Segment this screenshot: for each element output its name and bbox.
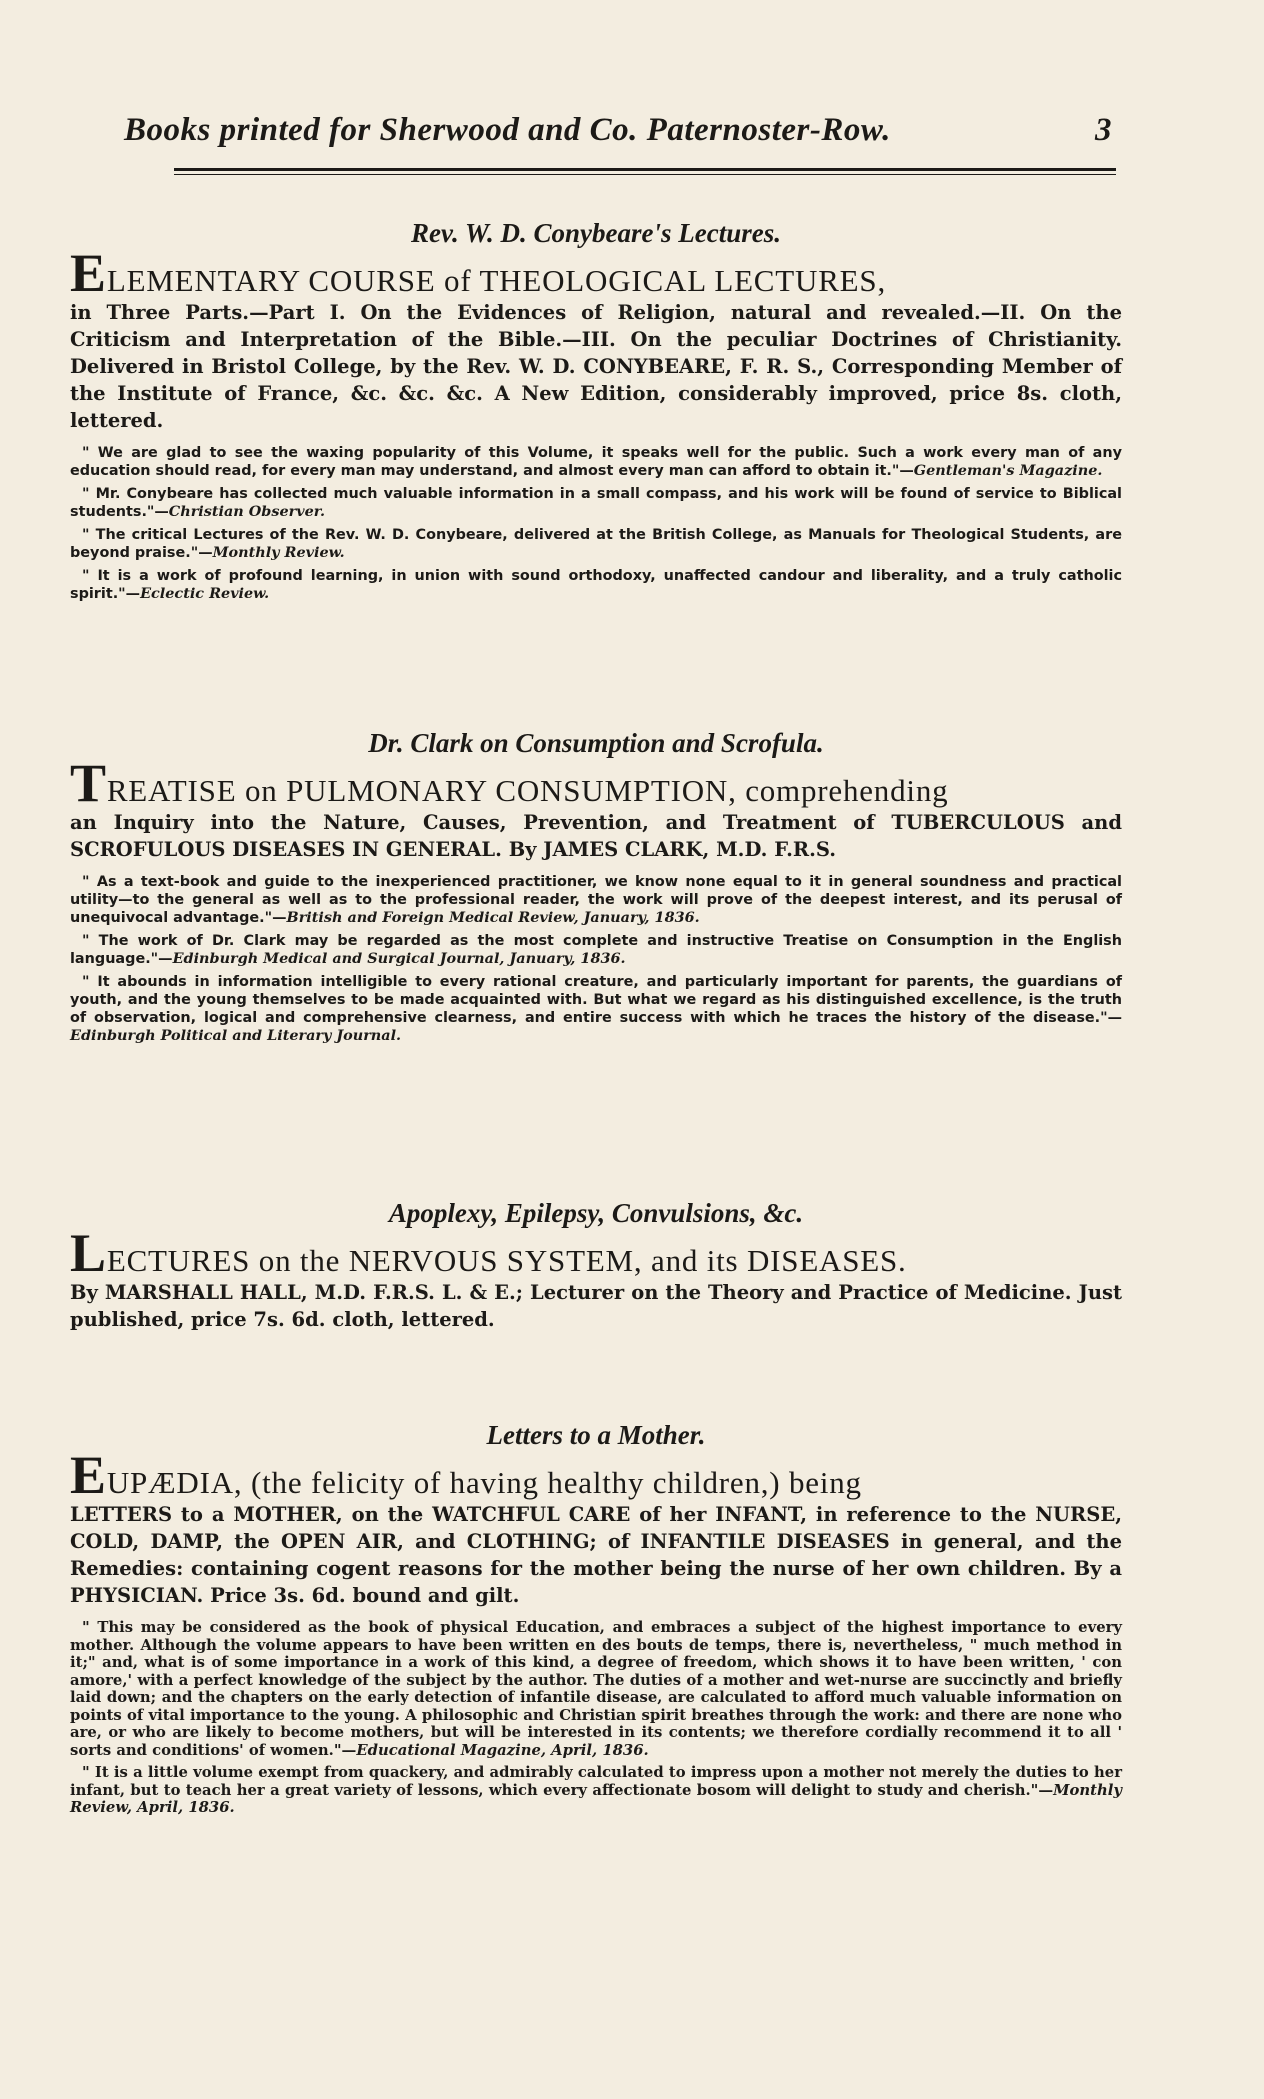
review-quote — [70, 567, 1122, 603]
listing-headline — [70, 753, 1122, 813]
listing-headline — [70, 1445, 1122, 1505]
header-title: Books printed for Sherwood and Co. Paternoster-Row. — [124, 112, 891, 148]
listing-description: LETTERS to a MOTHER, on the WATCHFUL CARE of her INFANT, in reference to the NURSE, COLD, DAMP, the OPEN AIR, and CLOTHING; of INFANTILE DISEASES in general, and the Remedies: containing cogent reasons for the mother being the nurse of her own children. By a PHYSICIAN. Price 3s. 6d. bound and gilt. — [70, 1503, 1122, 1607]
quote-text: " This may be considered as the book of physical Education, and embraces a subject of the highest importance to every mother. Although the volume appears to have been written en des bouts de temps, there is, nevertheless, " much method in it;" and, what is of some importance in a work of this kind, a degree of freedom, which shows it to have been written, ' con amore,' with a perfect knowledge of the subject by the author. The duties of a mother and wet-nurse are succinctly and briefly laid down; and the chapters on the early detection of infantile disease, are calculated to afford much valuable information on points of vital importance to the young. A philosophic and Christian spirit breathes through the work: and there are none who are, or who are likely to become mothers, but will be interested in its contents; we therefore cordially recommend it to all ' sorts and conditions' of women."— — [70, 1619, 1122, 1759]
listing-description: By MARSHALL HALL, M.D. F.R.S. L. & E.; Lecturer on the Theory and Practice of Medicine. Just published, price 7s. 6d. cloth, lettered. — [70, 1281, 1122, 1331]
quote-text: " We are glad to see the waxing popularity of this Volume, it speaks well for the public. Such a work every man of any education should read, for every man may understand, and almost every man can afford to obtain it."— — [70, 445, 1122, 479]
quote-text: " Mr. Conybeare has collected much valuable information in a small compass, and his work will be found of service to Biblical students."— — [70, 486, 1122, 520]
quote-source: Gentleman's Magazine. — [913, 462, 1103, 479]
header-rule-thin — [174, 174, 1116, 175]
drop-cap: E — [70, 1445, 107, 1505]
section-title: Apoplexy, Epilepsy, Convulsions, &c. — [388, 1198, 804, 1228]
listing-headline — [70, 1223, 1122, 1283]
review-quote — [70, 873, 1122, 927]
quote-source: Edinburgh Medical and Surgical Journal, January, 1836. — [172, 950, 626, 967]
listing-clark — [70, 728, 1122, 1050]
listing-eupaedia — [70, 1420, 1122, 1822]
quote-text: " It is a little volume exempt from quackery, and admirably calculated to impress upon a mother not merely the duties to her infant, but to teach her a great variety of lessons, which every affectionate bosom will delight to study and cherish."— — [70, 1764, 1122, 1799]
listing-hall — [70, 1198, 1122, 1343]
drop-cap: T — [70, 753, 107, 813]
review-quote — [70, 526, 1122, 562]
quote-source: Eclectic Review. — [140, 585, 270, 602]
review-quote — [70, 973, 1122, 1045]
listing-conybeare — [70, 218, 1122, 608]
quote-text: " It abounds in information intelligible to every rational creature, and particularly important for parents, the guardians of youth, and the young themselves to be made acquainted with. But what we regard as his distinguished excellence, is the truth of observation, logical and comprehensive clearness, and entire success with which he traces the history of the disease."— — [70, 974, 1122, 1026]
quote-text: " The work of Dr. Clark may be regarded as the most complete and instructive Treatise on Consumption in the English language."— — [70, 933, 1122, 967]
headline-text: ECTURES on the NERVOUS SYSTEM, and its DISEASES. — [106, 1243, 907, 1278]
review-quote — [70, 1764, 1122, 1817]
page-number: 3 — [1095, 112, 1112, 148]
listing-headline — [70, 243, 1122, 303]
headline-text: LEMENTARY COURSE of THEOLOGICAL LECTURES, — [106, 263, 887, 298]
section-title: Rev. W. D. Conybeare's Lectures. — [411, 218, 781, 248]
quote-text: " As a text-book and guide to the inexperienced practitioner, we know none equal to it in general soundness and practical utility—to the general as well as to the professional reader, the work will prove of the deepest interest, and its perusal of unequivocal advantage."— — [70, 874, 1122, 926]
drop-cap: L — [70, 1223, 107, 1283]
quote-source: Educational Magazine, April, 1836. — [356, 1741, 649, 1759]
drop-cap: E — [70, 243, 107, 303]
review-quote — [70, 444, 1122, 480]
listing-description: an Inquiry into the Nature, Causes, Prevention, and Treatment of TUBERCULOUS and SCROFULOUS DISEASES IN GENERAL. By JAMES CLARK, M.D. F.R.S. — [70, 811, 1122, 861]
listing-description: in Three Parts.—Part I. On the Evidences of Religion, natural and revealed.—II. On the Criticism and Interpretation of the Bible.—III. On the peculiar Doctrines of Christianity. Delivered in Bristol College, by the Rev. W. D. CONYBEARE, F. R. S., Corresponding Member of the Institute of France, &c. &c. &c. A New Edition, considerably improved, price 8s. cloth, lettered. — [70, 301, 1122, 432]
review-quote — [70, 1619, 1122, 1759]
review-quote — [70, 932, 1122, 968]
section-title: Letters to a Mother. — [486, 1420, 706, 1450]
quote-source: Monthly Review, April, 1836. — [70, 1781, 1122, 1816]
quote-text: " The critical Lectures of the Rev. W. D. Conybeare, delivered at the British College, as Manuals for Theological Students, are beyond praise."— — [70, 527, 1122, 561]
headline-text: REATISE on PULMONARY CONSUMPTION, comprehending — [106, 773, 949, 808]
quote-source: Monthly Review. — [212, 544, 345, 561]
quote-text: " It is a work of profound learning, in union with sound orthodoxy, unaffected candour and liberality, and a truly catholic spirit."— — [70, 568, 1122, 602]
headline-text: UPÆDIA, (the felicity of having healthy children,) being — [106, 1465, 862, 1500]
header-rule-thick — [174, 168, 1116, 171]
section-title: Dr. Clark on Consumption and Scrofula. — [368, 728, 824, 758]
review-quote — [70, 485, 1122, 521]
quote-source: Edinburgh Political and Literary Journal. — [70, 1027, 402, 1044]
quote-source: British and Foreign Medical Review, January, 1836. — [286, 909, 700, 926]
quote-source: Christian Observer. — [168, 503, 325, 520]
